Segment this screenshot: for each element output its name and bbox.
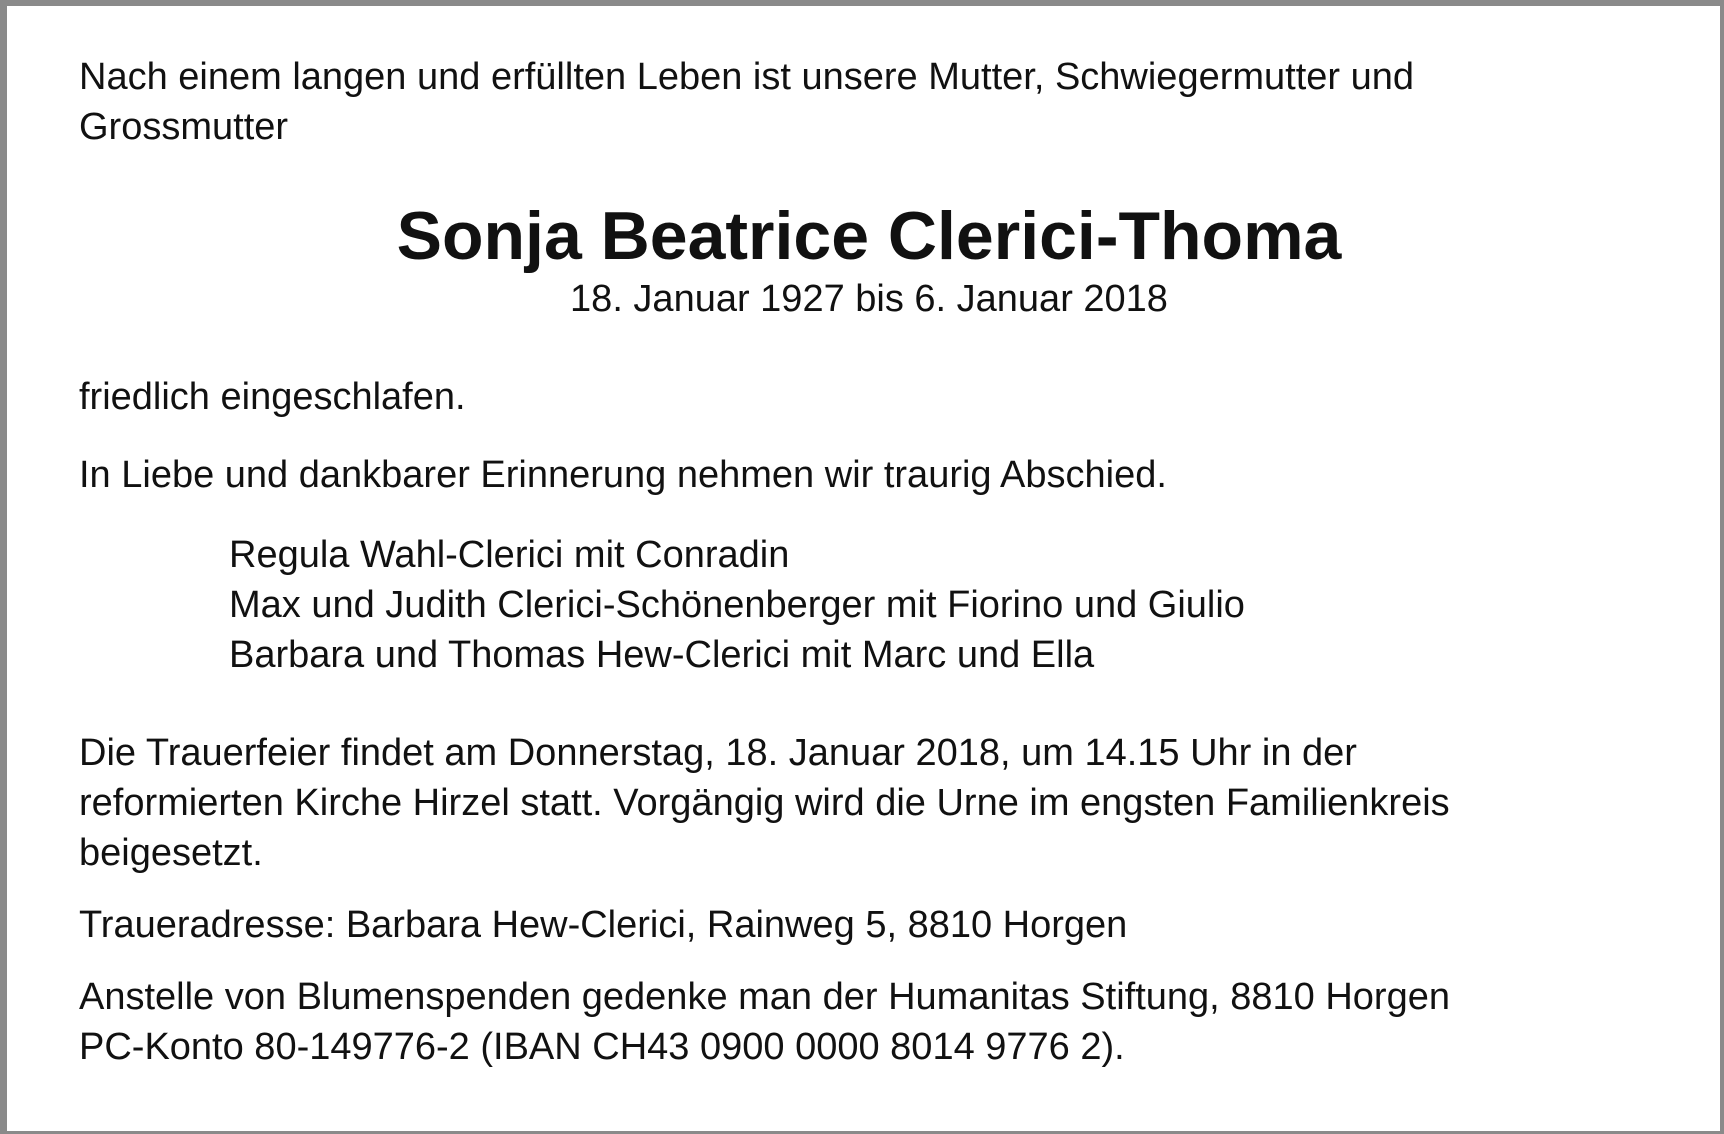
intro-text: [79, 52, 1669, 152]
service-line: reformierten Kirche Hirzel statt. Vorgängig wird die Urne im engsten Familienkreis: [79, 782, 1450, 824]
intro-line: Nach einem langen und erfüllten Leben ist unsere Mutter, Schwiegermutter und: [79, 56, 1415, 98]
mourning-address: Traueradresse: Barbara Hew-Clerici, Rainweg 5, 8810 Horgen: [79, 904, 1128, 946]
donation-info: [79, 972, 1669, 1072]
service-line: Die Trauerfeier findet am Donnerstag, 18. Januar 2018, um 14.15 Uhr in der: [79, 732, 1357, 774]
intro-line: Grossmutter: [79, 106, 289, 148]
farewell-text: In Liebe und dankbarer Erinnerung nehmen wir traurig Abschied.: [79, 454, 1167, 496]
donation-line: Anstelle von Blumenspenden gedenke man der Humanitas Stiftung, 8810 Horgen: [79, 976, 1450, 1018]
life-dates: 18. Januar 1927 bis 6. Januar 2018: [570, 278, 1168, 320]
mourner-entry: Max und Judith Clerici-Schönenberger mit Fiorino und Giulio: [229, 584, 1245, 626]
sleep-text: friedlich eingeschlafen.: [79, 376, 466, 418]
service-info: [79, 728, 1669, 878]
notice-content: [79, 52, 1669, 1072]
deceased-name: Sonja Beatrice Clerici-Thoma: [396, 198, 1342, 274]
service-line: beigesetzt.: [79, 832, 263, 874]
mourner-entry: Regula Wahl-Clerici mit Conradin: [229, 534, 790, 576]
mourners-list: [79, 530, 1669, 680]
mourner-entry: Barbara und Thomas Hew-Clerici mit Marc und Ella: [229, 634, 1095, 676]
donation-line: PC-Konto 80-149776-2 (IBAN CH43 0900 0000 8014 9776 2).: [79, 1026, 1125, 1068]
